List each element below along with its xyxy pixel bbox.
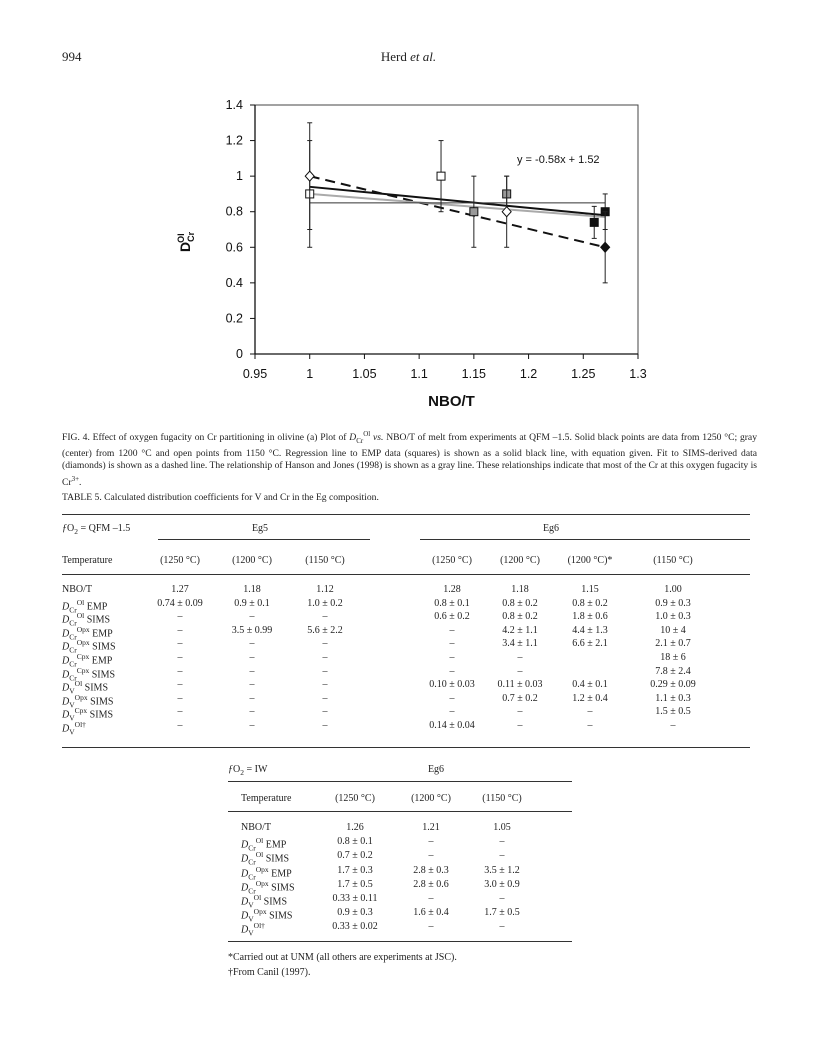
y-tick-label: 0.6: [225, 240, 243, 255]
table5-cell: –: [249, 665, 255, 677]
table5-cell: –: [517, 665, 523, 677]
table5-cell: 0.9 ± 0.1: [234, 597, 270, 609]
tableiw-cell: 3.0 ± 0.9: [484, 878, 520, 890]
table5-cell: 4.4 ± 1.3: [572, 624, 608, 636]
table5-cell: –: [249, 720, 255, 731]
table5-cell: –: [322, 665, 328, 677]
tableiw-cell: 0.33 ± 0.11: [332, 893, 378, 904]
table5-cell: –: [322, 652, 328, 663]
table5-cell: 0.29 ± 0.09: [650, 679, 696, 691]
y-tick-label: 0: [236, 347, 243, 361]
table5-cell: –: [322, 611, 328, 623]
footnote-unm: *Carried out at UNM (all others are experiments at JSC).: [228, 952, 457, 963]
table5-cell: 0.11 ± 0.03: [497, 679, 543, 691]
table5-cell: 3.5 ± 0.99: [231, 624, 273, 636]
table5-cell: –: [249, 692, 255, 704]
table5-cell: 1.12: [316, 584, 334, 595]
table5-temp-header: (1250 °C): [160, 555, 200, 566]
table5-row-label: NBO/T: [62, 584, 92, 595]
x-tick-label: 0.95: [242, 367, 268, 381]
table5-cell: –: [449, 624, 455, 636]
tableiw-cell: 2.8 ± 0.3: [413, 864, 449, 876]
table5-row-label: $D_V^{Ol\dagger}$: [62, 720, 86, 737]
figure-caption: [62, 428, 757, 489]
table5-cell: 0.8 ± 0.2: [502, 597, 538, 609]
table5-cell: 1.8 ± 0.6: [572, 611, 608, 623]
tableiw-cell: 0.7 ± 0.2: [337, 850, 373, 862]
table5-cell: 0.74 ± 0.09: [157, 597, 203, 609]
table5-condition: $ƒO_2$ = QFM –1.5: [62, 523, 131, 536]
table5-top-rule: [62, 514, 750, 515]
table5-cell: –: [449, 638, 455, 650]
table5-cell: 7.8 ± 2.4: [655, 665, 691, 677]
table5-cell: 4.2 ± 1.1: [502, 624, 538, 636]
table5-cell: 1.00: [664, 584, 682, 595]
table5-row-label: $D_V^{Opx}$ SIMS: [62, 692, 114, 710]
table5-cell: –: [587, 720, 593, 731]
table5-cell: –: [449, 706, 455, 718]
tableiw-header-rule: [228, 811, 572, 812]
table5-cell: 1.18: [243, 584, 261, 595]
table5-temp-header: (1200 °C): [500, 555, 540, 566]
table5-temp-header: (1200 °C): [232, 555, 272, 566]
table5-cell: –: [177, 692, 183, 704]
table5-temp-header: (1150 °C): [653, 555, 693, 566]
x-tick-label: 1.05: [352, 367, 377, 381]
table5-cell: –: [177, 624, 183, 636]
tableiw-cell: –: [499, 850, 505, 862]
tableiw-temp-header: (1250 °C): [335, 793, 375, 804]
table5-cell: –: [177, 679, 183, 691]
table5-cell: 0.9 ± 0.3: [655, 597, 691, 609]
table5-cell: 6.6 ± 2.1: [572, 638, 608, 650]
y-tick-label: 0.4: [225, 275, 243, 290]
table5-temp-header: (1200 °C)*: [567, 555, 613, 566]
table5-cell: –: [670, 720, 676, 731]
table5-row-label: $D_{Cr}^{Opx}$ SIMS: [62, 638, 116, 655]
gray-square-point: [470, 208, 478, 216]
table5-row-label: $D_{Cr}^{Cpx}$ SIMS: [62, 665, 116, 682]
open-square-point: [437, 172, 445, 180]
table5-cell: –: [449, 692, 455, 704]
tableiw-cell: –: [499, 921, 505, 933]
tableiw-cell: 1.7 ± 0.5: [484, 907, 520, 919]
tableiw-row-label: $D_V^{Opx}$ SIMS: [241, 907, 293, 924]
table5-cell: –: [517, 706, 523, 718]
table5-cell: 1.2 ± 0.4: [572, 692, 608, 704]
x-tick-label: 1.3: [629, 367, 647, 381]
table5-cell: –: [249, 638, 255, 650]
y-tick-label: 1: [236, 169, 243, 184]
y-tick-label: 0.8: [225, 204, 243, 219]
table5-temp-header: (1150 °C): [305, 555, 345, 566]
tableiw-temperature-label: Temperature: [241, 793, 292, 804]
tableiw-cell: –: [499, 836, 505, 848]
table5-cell: –: [249, 706, 255, 718]
footnote-canil: †From Canil (1997).: [228, 967, 311, 978]
table5-cell: 0.14 ± 0.04: [429, 720, 475, 731]
table5-eg5-rule: [158, 539, 370, 540]
table5-row-label: $D_{Cr}^{Ol}$ SIMS: [62, 611, 111, 628]
table5-cell: 0.8 ± 0.1: [434, 597, 470, 609]
tableiw-top-rule: [228, 781, 572, 782]
table5-header-rule: [62, 574, 750, 575]
gray-fit-line: [310, 194, 605, 217]
tableiw-row-label: $D_{Cr}^{Ol}$ SIMS: [241, 850, 290, 867]
tableiw-row-label: $D_V^{Ol}$ SIMS: [241, 893, 288, 910]
table5-bottom-rule: [62, 747, 750, 748]
table5-cell: –: [177, 720, 183, 731]
x-axis-label: NBO/T: [428, 393, 475, 410]
table5-cell: 1.18: [511, 584, 529, 595]
figure-4-chart: [150, 90, 670, 420]
tableiw-cell: 0.8 ± 0.1: [337, 836, 373, 848]
tableiw-group-eg6: Eg6: [427, 764, 445, 775]
table5-group-eg6: Eg6: [542, 523, 560, 534]
table5-cell: 1.27: [171, 584, 189, 595]
table5-cell: 1.0 ± 0.2: [307, 597, 343, 609]
tableiw-cell: 0.9 ± 0.3: [337, 907, 373, 919]
table5-group-eg5: Eg5: [251, 523, 269, 534]
x-tick-label: 1.25: [571, 367, 596, 381]
table5-cell: –: [517, 652, 523, 663]
y-axis-label: $D_{Cr}Ol$: [176, 231, 196, 252]
tableiw-row-label: NBO/T: [241, 822, 271, 833]
tableiw-cell: 1.7 ± 0.5: [337, 878, 373, 890]
tableiw-cell: 1.7 ± 0.3: [337, 864, 373, 876]
tableiw-cell: 3.5 ± 1.2: [484, 864, 520, 876]
tableiw-bottom-rule: [228, 941, 572, 942]
tableiw-cell: 2.8 ± 0.6: [413, 878, 449, 890]
black-diamond-point: [601, 242, 610, 252]
tableiw-cell: 1.05: [493, 822, 511, 833]
tableiw-cell: –: [428, 893, 434, 904]
y-tick-label: 1.2: [225, 133, 243, 148]
open-diamond-point: [305, 171, 314, 181]
table5-cell: –: [587, 706, 593, 718]
x-tick-label: 1.1: [410, 367, 428, 381]
table5-row-label: $D_{Cr}^{Ol}$ EMP: [62, 597, 108, 614]
table5-temp-header: (1250 °C): [432, 555, 472, 566]
table5-cell: 0.8 ± 0.2: [502, 611, 538, 623]
table5-cell: 1.28: [443, 584, 461, 595]
running-title: [0, 49, 817, 65]
table5-cell: –: [449, 652, 455, 663]
table5-cell: –: [249, 611, 255, 623]
y-tick-label: 1.4: [225, 98, 243, 112]
table5-cell: –: [322, 638, 328, 650]
table5-caption: TABLE 5. Calculated distribution coefficients for V and Cr in the Eg composition.: [62, 492, 379, 503]
tableiw-temp-header: (1200 °C): [411, 793, 451, 804]
table5-cell: 0.8 ± 0.2: [572, 597, 608, 609]
table5-cell: 0.7 ± 0.2: [502, 692, 538, 704]
tableiw-cell: 0.33 ± 0.02: [332, 921, 378, 933]
regression-equation: y = -0.58x + 1.52: [517, 154, 600, 166]
table5-cell: 1.0 ± 0.3: [655, 611, 691, 623]
table5-row-label: $D_{Cr}^{Cpx}$ EMP: [62, 652, 113, 669]
table5-cell: –: [249, 652, 255, 663]
table5-cell: 0.4 ± 0.1: [572, 679, 608, 691]
table5-cell: –: [322, 679, 328, 691]
tableiw-row-label: $D_V^{Ol\dagger}$: [241, 921, 265, 938]
table5-cell: 0.6 ± 0.2: [434, 611, 470, 623]
table5-row-label: $D_V^{Cpx}$ SIMS: [62, 706, 114, 723]
tableiw-row-label: $D_{Cr}^{Opx}$ SIMS: [241, 878, 295, 896]
table5-cell: –: [177, 665, 183, 677]
tableiw-condition: $ƒO_2$ = IW: [228, 764, 268, 777]
x-tick-label: 1: [306, 367, 314, 381]
table5-cell: –: [177, 706, 183, 718]
table5-cell: –: [177, 652, 183, 663]
table5-cell: 1.5 ± 0.5: [655, 706, 691, 718]
table5-cell: –: [249, 679, 255, 691]
table5-cell: –: [322, 706, 328, 718]
table5-temperature-label: Temperature: [62, 555, 113, 566]
tableiw-cell: 1.26: [346, 822, 364, 833]
figure-caption-lead: FIG. 4.: [62, 432, 90, 444]
x-tick-label: 1.15: [461, 367, 487, 381]
table5-cell: 2.1 ± 0.7: [655, 638, 691, 650]
table5-cell: 5.6 ± 2.2: [307, 624, 343, 636]
table5-cell: 0.10 ± 0.03: [429, 679, 475, 691]
table5-cell: 1.1 ± 0.3: [655, 692, 691, 704]
table5-cell: 1.15: [581, 584, 599, 595]
table5-cell: –: [322, 692, 328, 704]
tableiw-cell: –: [428, 836, 434, 848]
table5-cell: –: [177, 638, 183, 650]
tableiw-row-label: $D_{Cr}^{Ol}$ EMP: [241, 836, 287, 853]
page-number: 994: [62, 49, 82, 64]
figure-caption-text: Effect of oxygen fugacity on Cr partitioning in olivine (a) Plot of $D_{Cr}^{Ol}$ vs. NBO/T of melt from experiments at QFM –1.5. Solid black points are data from 1250 °C; gray (center) from 1200 °C and open points from 1150 °C. Regression line to EMP data (squares) is shown as a solid black line, with equation given. Fit to SIMS-derived data (diamonds) is shown as a dashed line. The relationship of Hanson and Jones (1998) is shown as a gray line. These relationships indicate that most of the Cr at this oxygen fugacity is $Cr^{3+}$.: [62, 430, 757, 488]
table5-row-label: $D_V^{Ol}$ SIMS: [62, 679, 109, 696]
table5-cell: –: [449, 665, 455, 677]
running-title-text: Herd et al.: [380, 49, 437, 64]
tableiw-cell: 1.6 ± 0.4: [413, 907, 449, 919]
plot-frame: [255, 105, 638, 354]
tableiw-cell: –: [428, 850, 434, 862]
table5-row-label: $D_{Cr}^{Opx}$ EMP: [62, 624, 113, 642]
table5-cell: 3.4 ± 1.1: [502, 638, 538, 650]
tableiw-row-label: $D_{Cr}^{Opx}$ EMP: [241, 864, 292, 881]
x-tick-label: 1.2: [519, 367, 538, 381]
black-square-point: [590, 218, 598, 226]
table5-eg6-rule: [420, 539, 750, 540]
tableiw-temp-header: (1150 °C): [482, 793, 522, 804]
table5-cell: 10 ± 4: [660, 624, 686, 636]
table5-cell: 18 ± 6: [660, 652, 686, 663]
table5-cell: –: [517, 720, 523, 731]
table5-cell: –: [177, 611, 183, 623]
table5-cell: –: [322, 720, 328, 731]
tableiw-cell: –: [499, 893, 505, 904]
tableiw-cell: 1.21: [422, 822, 440, 833]
y-tick-label: 0.2: [225, 311, 243, 326]
tableiw-cell: –: [428, 921, 434, 933]
